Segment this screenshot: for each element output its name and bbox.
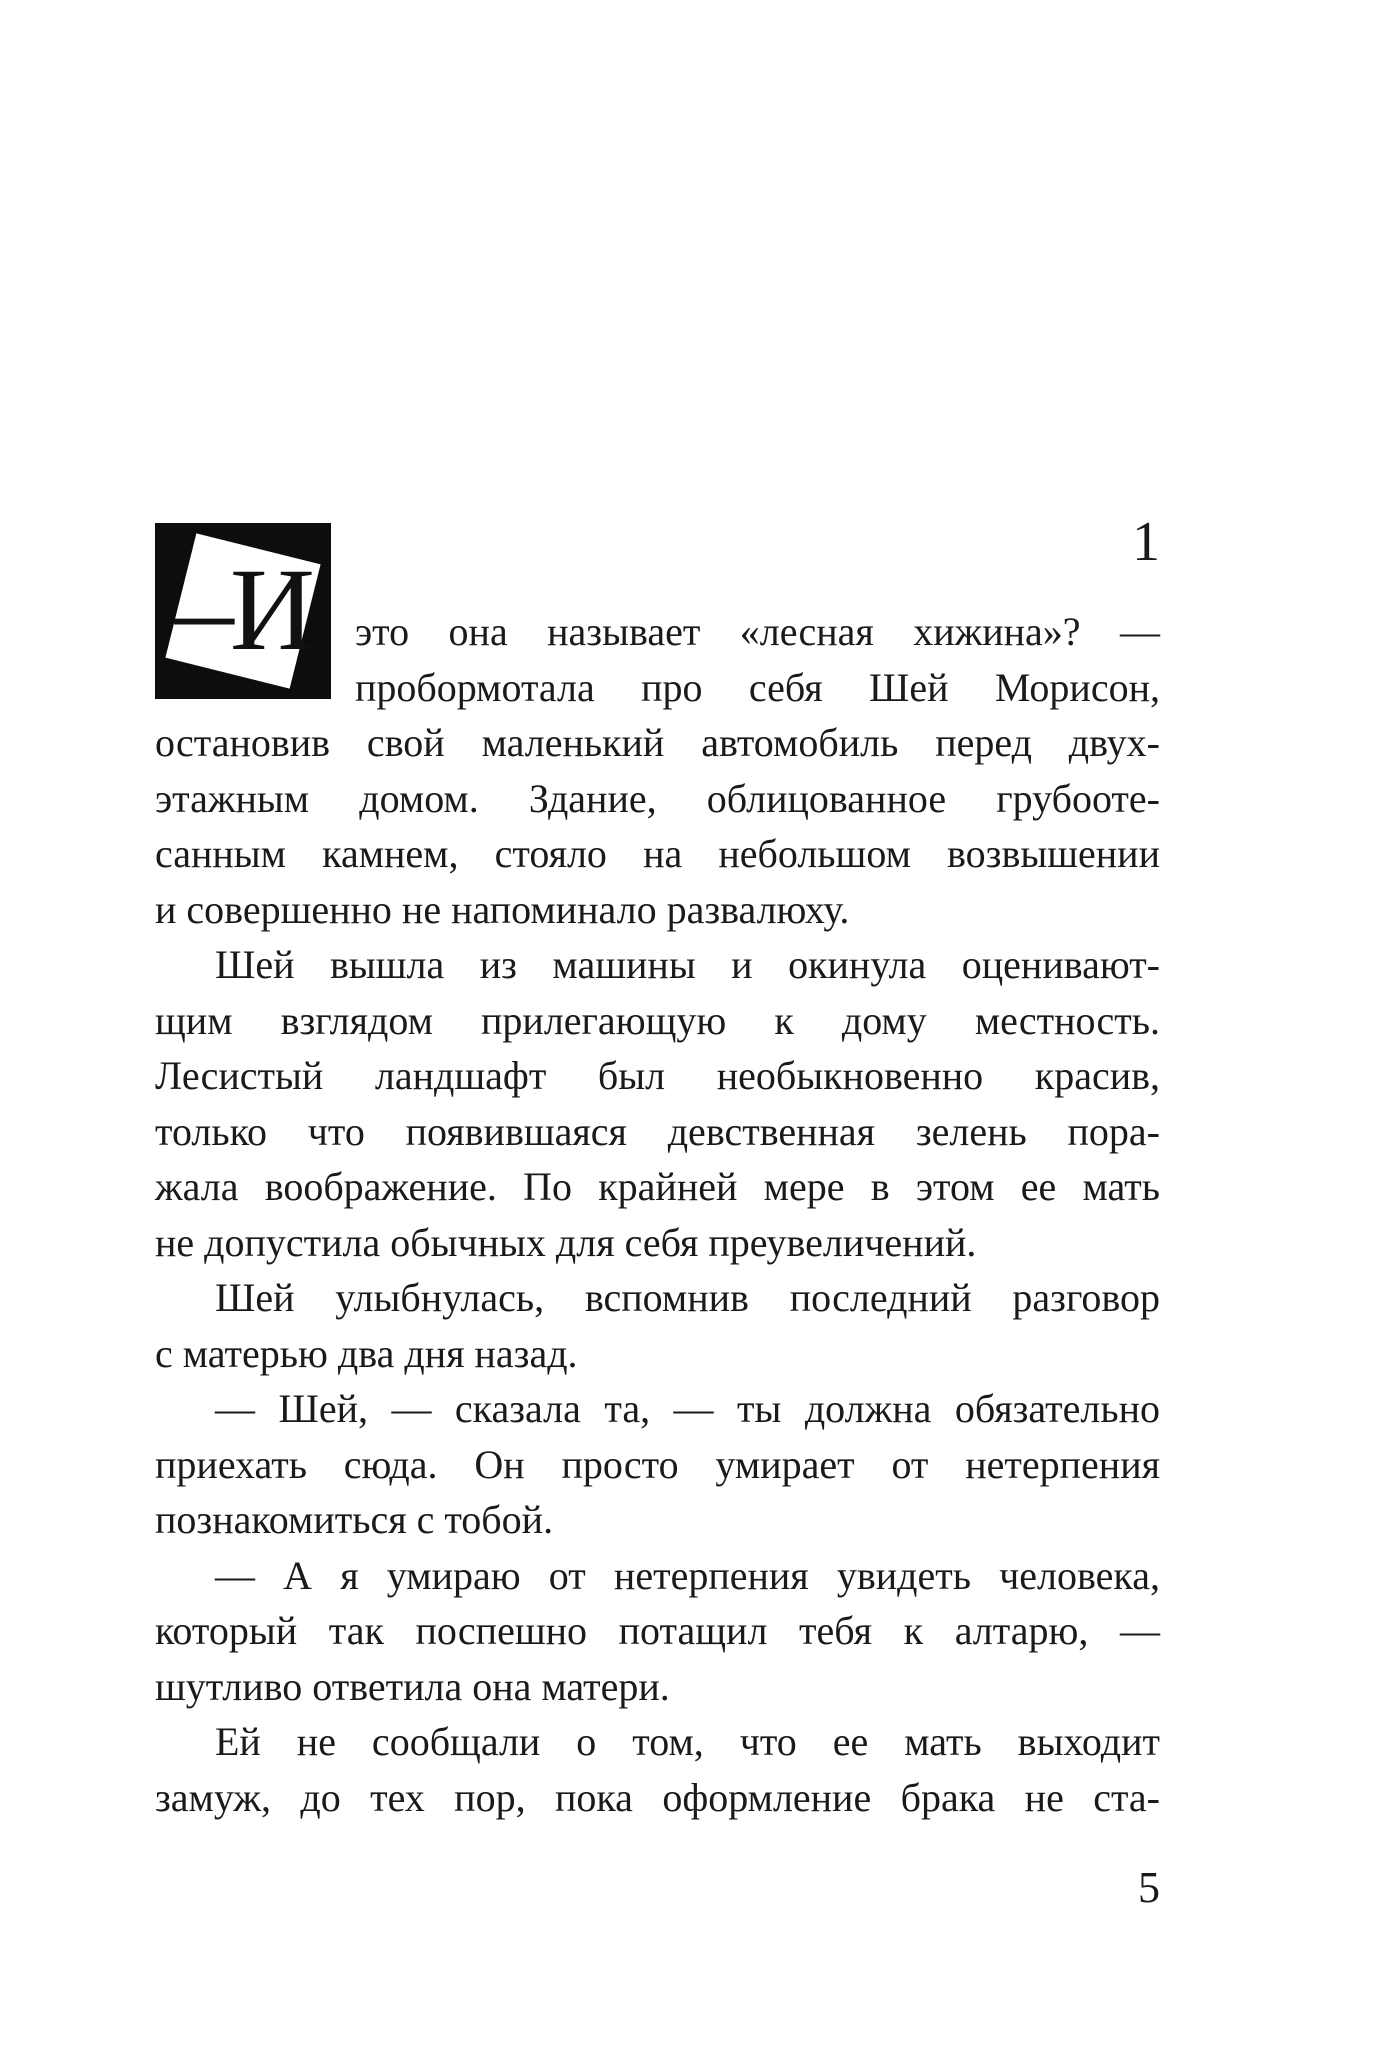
text-line: Шей вышла из машины и окинула оценивают- bbox=[215, 942, 1160, 987]
text-line: — Шей, — сказала та, — ты должна обязательно bbox=[215, 1386, 1160, 1431]
text-line: Шей улыбнулась, вспомнив последний разговор bbox=[215, 1275, 1160, 1320]
chapter-number: 1 bbox=[1132, 511, 1160, 573]
text-line: жала воображение. По крайней мере в этом ее мать bbox=[155, 1164, 1160, 1209]
text-line: этажным домом. Здание, облицованное грубооте- bbox=[155, 775, 1160, 821]
text-line: приехать сюда. Он просто умирает от нетерпения bbox=[155, 1441, 1160, 1487]
text-line: пробормотала про себя Шей Морисон, bbox=[355, 664, 1160, 710]
text-line: Ей не сообщали о том, что ее мать выходит bbox=[215, 1719, 1160, 1764]
text-line: санным камнем, стояло на небольшом возвышении bbox=[155, 831, 1160, 876]
text-line: щим взглядом прилегающую к дому местность. bbox=[155, 997, 1160, 1043]
text-line: — А я умираю от нетерпения увидеть человека, bbox=[215, 1552, 1160, 1598]
text-line: не допустила обычных для себя преувеличений. bbox=[155, 1219, 977, 1265]
text-line: с матерью два дня назад. bbox=[155, 1330, 578, 1376]
text-line: и совершенно не напоминало развалюху. bbox=[155, 886, 850, 932]
text-line: который так поспешно потащил тебя к алтарю, — bbox=[155, 1608, 1160, 1653]
page-number: 5 bbox=[1138, 1863, 1160, 1912]
text-line: это она называет «лесная хижина»? — bbox=[355, 609, 1160, 654]
text-line: Лесистый ландшафт был необыкновенно красив, bbox=[155, 1053, 1160, 1098]
body-text bbox=[155, 604, 1160, 1825]
text-line: замуж, до тех пор, пока оформление брака не ста- bbox=[155, 1774, 1160, 1820]
text-line: остановив свой маленький автомобиль перед двух- bbox=[155, 720, 1160, 765]
text-line: познакомиться с тобой. bbox=[155, 1497, 554, 1542]
text-line: шутливо ответила она матери. bbox=[155, 1663, 670, 1709]
text-line: только что появившаяся девственная зелень пора- bbox=[155, 1108, 1160, 1154]
dropcap-letter: –И bbox=[174, 544, 312, 675]
